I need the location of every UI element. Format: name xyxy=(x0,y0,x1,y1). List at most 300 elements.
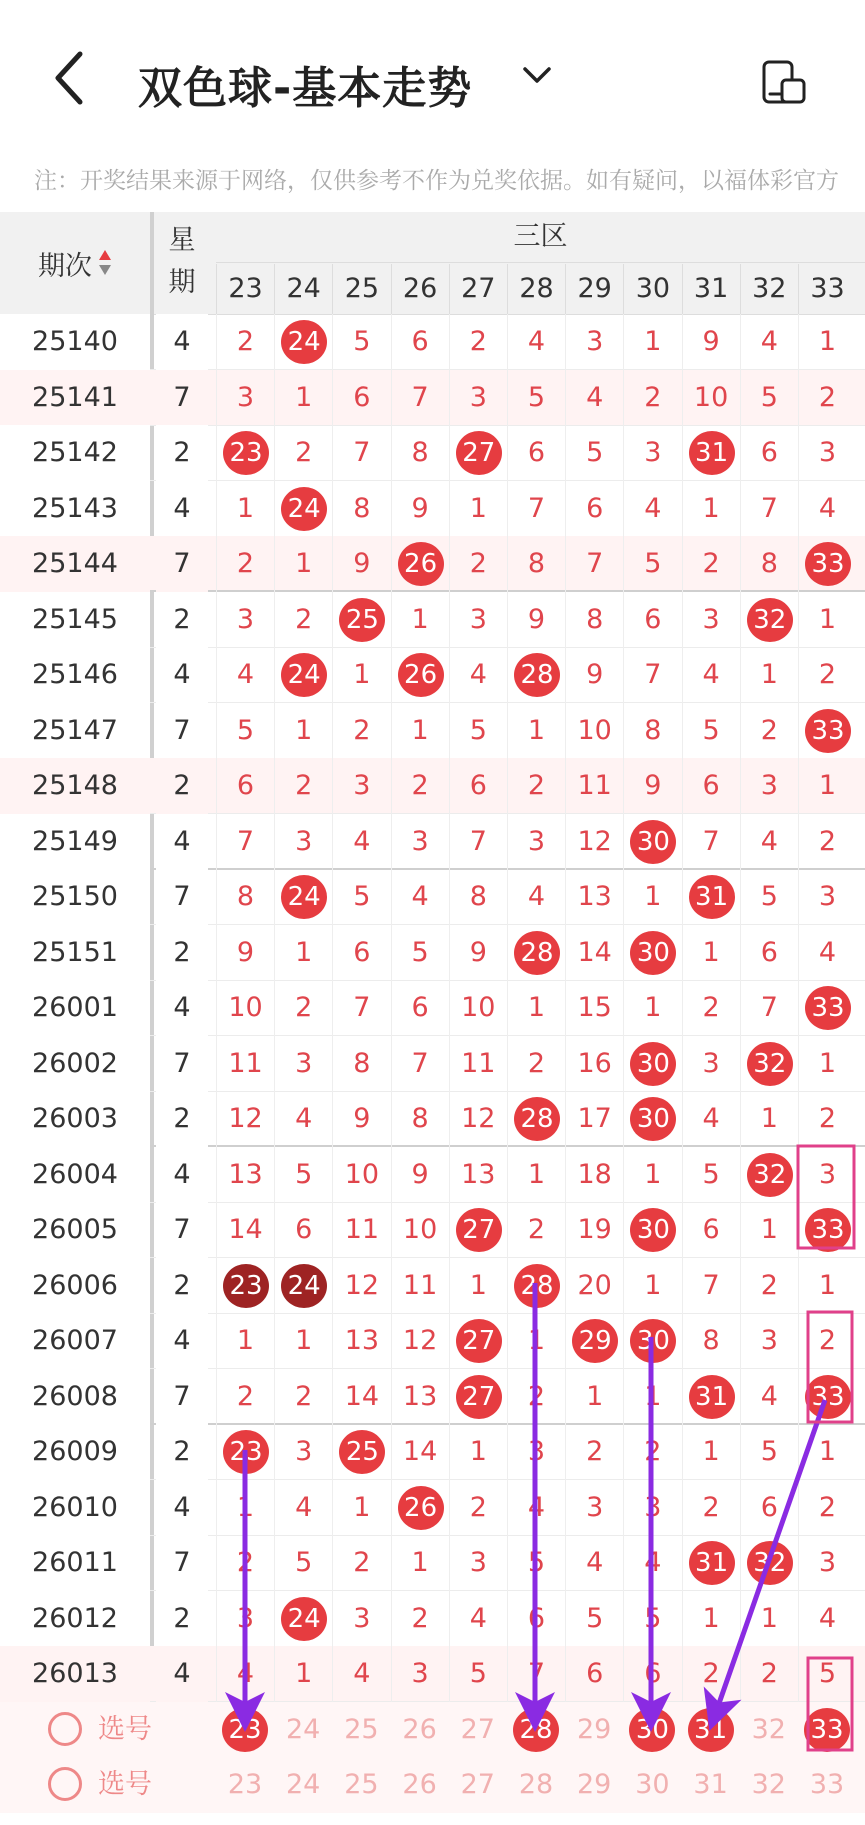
pick-number[interactable]: 29 xyxy=(577,1769,612,1800)
omission-cell: 4 xyxy=(623,1535,681,1591)
period-cell: 25150 xyxy=(0,869,150,925)
omission-cell: 13 xyxy=(449,1147,507,1203)
week-cell: 4 xyxy=(156,1313,208,1369)
omission-cell: 1 xyxy=(798,1258,856,1314)
drawn-number-cell xyxy=(274,1258,332,1314)
omission-cell: 5 xyxy=(507,370,565,426)
omission-cell: 6 xyxy=(391,980,449,1036)
drawn-ball: 30 xyxy=(630,1208,676,1252)
table-row xyxy=(0,1480,865,1536)
omission-cell: 14 xyxy=(216,1202,274,1258)
week-cell: 7 xyxy=(156,1202,208,1258)
drawn-ball: 27 xyxy=(456,431,502,475)
omission-cell: 9 xyxy=(332,536,390,592)
omission-cell: 3 xyxy=(565,1480,623,1536)
pick-number[interactable] xyxy=(216,1702,274,1758)
drawn-number-cell xyxy=(682,1369,740,1425)
omission-cell: 2 xyxy=(449,314,507,370)
omission-cell: 3 xyxy=(216,1591,274,1647)
omission-cell: 8 xyxy=(332,1036,390,1092)
omission-cell: 10 xyxy=(391,1202,449,1258)
drawn-ball: 24 xyxy=(281,320,327,364)
omission-cell: 2 xyxy=(507,1202,565,1258)
drawn-number-cell xyxy=(449,425,507,481)
period-cell: 26010 xyxy=(0,1480,150,1536)
period-cell: 25144 xyxy=(0,536,150,592)
drawn-number-cell xyxy=(623,1091,681,1147)
week-cell: 4 xyxy=(156,314,208,370)
omission-cell: 2 xyxy=(623,1424,681,1480)
omission-cell: 14 xyxy=(565,925,623,981)
omission-cell: 1 xyxy=(798,758,856,814)
omission-cell: 9 xyxy=(391,1147,449,1203)
period-header-label: 期次 xyxy=(38,250,92,282)
omission-cell: 7 xyxy=(507,481,565,537)
omission-cell: 6 xyxy=(216,758,274,814)
omission-cell: 4 xyxy=(798,925,856,981)
table-row xyxy=(0,592,865,648)
omission-cell: 2 xyxy=(216,1369,274,1425)
drawn-number-cell xyxy=(682,425,740,481)
pick-number[interactable]: 29 xyxy=(577,1713,612,1745)
table-row xyxy=(0,1091,865,1147)
drawn-number-cell xyxy=(507,925,565,981)
omission-cell: 1 xyxy=(798,592,856,648)
drawn-ball: 23 xyxy=(223,1264,269,1308)
table-row xyxy=(0,925,865,981)
drawn-number-cell xyxy=(798,1369,856,1425)
period-cell: 26003 xyxy=(0,1091,150,1147)
omission-cell: 4 xyxy=(740,1369,798,1425)
omission-cell: 2 xyxy=(274,758,332,814)
drawn-number-cell xyxy=(740,1535,798,1591)
drawn-ball: 33 xyxy=(805,1375,851,1419)
week-cell: 4 xyxy=(156,1480,208,1536)
omission-cell: 3 xyxy=(798,425,856,481)
omission-cell: 12 xyxy=(216,1091,274,1147)
pick-number[interactable]: 24 xyxy=(286,1769,321,1800)
omission-cell: 1 xyxy=(623,869,681,925)
omission-cell: 1 xyxy=(798,314,856,370)
omission-cell: 1 xyxy=(682,481,740,537)
period-cell: 25140 xyxy=(0,314,150,370)
omission-cell: 6 xyxy=(274,1202,332,1258)
period-cell: 25148 xyxy=(0,758,150,814)
omission-cell: 2 xyxy=(798,1480,856,1536)
omission-cell: 5 xyxy=(682,703,740,759)
omission-cell: 4 xyxy=(332,1646,390,1702)
drawn-ball: 26 xyxy=(398,1486,444,1530)
omission-cell: 8 xyxy=(682,1313,740,1369)
period-cell: 25151 xyxy=(0,925,150,981)
omission-cell: 4 xyxy=(274,1480,332,1536)
omission-cell: 2 xyxy=(274,592,332,648)
omission-cell: 1 xyxy=(274,370,332,426)
drawn-number-cell xyxy=(682,1535,740,1591)
omission-cell: 3 xyxy=(507,1424,565,1480)
period-cell: 25147 xyxy=(0,703,150,759)
omission-cell: 20 xyxy=(565,1258,623,1314)
omission-cell: 5 xyxy=(391,925,449,981)
drawn-ball: 25 xyxy=(339,598,385,642)
back-arrow-icon[interactable] xyxy=(50,48,86,108)
omission-cell: 5 xyxy=(274,1535,332,1591)
drawn-number-cell xyxy=(216,1424,274,1480)
omission-cell: 12 xyxy=(391,1313,449,1369)
drawn-ball: 28 xyxy=(514,931,560,975)
pick-number[interactable] xyxy=(507,1702,565,1758)
number-column-header: 31 xyxy=(682,264,740,314)
drawn-number-cell xyxy=(216,425,274,481)
omission-cell: 9 xyxy=(507,592,565,648)
omission-cell: 4 xyxy=(449,1591,507,1647)
pick-number[interactable]: 32 xyxy=(751,1713,786,1745)
drawn-number-cell xyxy=(740,1036,798,1092)
omission-cell: 2 xyxy=(216,314,274,370)
omission-cell: 1 xyxy=(623,980,681,1036)
omission-cell: 2 xyxy=(682,1646,740,1702)
omission-cell: 12 xyxy=(565,814,623,870)
omission-cell: 3 xyxy=(332,758,390,814)
omission-cell: 3 xyxy=(682,592,740,648)
pick-number[interactable] xyxy=(623,1702,681,1758)
omission-cell: 1 xyxy=(274,1646,332,1702)
drawn-ball: 30 xyxy=(630,820,676,864)
pick-number[interactable]: 31 xyxy=(693,1769,728,1800)
omission-cell: 8 xyxy=(740,536,798,592)
drawn-ball: 30 xyxy=(630,1042,676,1086)
pick-number[interactable] xyxy=(682,1702,740,1758)
omission-cell: 2 xyxy=(798,814,856,870)
omission-cell: 1 xyxy=(391,1535,449,1591)
omission-cell: 13 xyxy=(216,1147,274,1203)
omission-cell: 9 xyxy=(449,925,507,981)
omission-cell: 10 xyxy=(449,980,507,1036)
selected-ball[interactable]: 31 xyxy=(688,1708,734,1752)
sort-icon[interactable] xyxy=(98,248,112,278)
omission-cell: 8 xyxy=(507,536,565,592)
drawn-number-cell xyxy=(274,1591,332,1647)
omission-cell: 9 xyxy=(565,647,623,703)
omission-cell: 8 xyxy=(623,703,681,759)
omission-cell: 10 xyxy=(682,370,740,426)
omission-cell: 2 xyxy=(449,536,507,592)
drawn-ball: 24 xyxy=(281,1264,327,1308)
pick-number[interactable]: 26 xyxy=(402,1713,437,1745)
pick-number[interactable]: 28 xyxy=(518,1769,554,1800)
period-cell: 26013 xyxy=(0,1646,150,1702)
drawn-number-cell xyxy=(449,1369,507,1425)
drawn-ball: 33 xyxy=(805,1208,851,1252)
omission-cell: 9 xyxy=(216,925,274,981)
table-row xyxy=(0,314,865,370)
omission-cell: 2 xyxy=(682,980,740,1036)
drawn-number-cell xyxy=(623,1036,681,1092)
period-cell: 25149 xyxy=(0,814,150,870)
period-cell: 26004 xyxy=(0,1147,150,1203)
period-column-header[interactable] xyxy=(0,212,150,314)
pick-number[interactable]: 25 xyxy=(344,1769,379,1800)
omission-cell: 5 xyxy=(565,425,623,481)
drawn-ball: 27 xyxy=(456,1375,502,1419)
drawn-number-cell xyxy=(274,647,332,703)
pick-number[interactable]: 26 xyxy=(402,1769,437,1800)
drawn-ball: 27 xyxy=(456,1208,502,1252)
pick-row xyxy=(0,1757,865,1813)
omission-cell: 1 xyxy=(623,1369,681,1425)
drawn-number-cell xyxy=(798,703,856,759)
omission-cell: 3 xyxy=(798,1147,856,1203)
table-row xyxy=(0,370,865,426)
drawn-number-cell xyxy=(274,314,332,370)
drawn-number-cell xyxy=(332,1424,390,1480)
period-cell: 25145 xyxy=(0,592,150,648)
week-cell: 2 xyxy=(156,425,208,481)
omission-cell: 1 xyxy=(216,481,274,537)
omission-cell: 1 xyxy=(740,1091,798,1147)
omission-cell: 6 xyxy=(682,758,740,814)
pick-number[interactable]: 32 xyxy=(751,1769,786,1800)
drawn-ball: 24 xyxy=(281,1597,327,1641)
drawn-number-cell xyxy=(391,647,449,703)
omission-cell: 10 xyxy=(216,980,274,1036)
table-row xyxy=(0,703,865,759)
omission-cell: 2 xyxy=(798,370,856,426)
omission-cell: 2 xyxy=(274,1369,332,1425)
pick-number[interactable]: 30 xyxy=(635,1769,670,1800)
omission-cell: 9 xyxy=(391,481,449,537)
pick-radio[interactable] xyxy=(48,1767,82,1801)
drawn-ball: 30 xyxy=(630,1097,676,1141)
omission-cell: 3 xyxy=(682,1036,740,1092)
drawn-ball: 31 xyxy=(689,875,735,919)
drawn-ball: 32 xyxy=(747,1541,793,1585)
omission-cell: 3 xyxy=(623,1480,681,1536)
drawn-ball: 27 xyxy=(456,1319,502,1363)
omission-cell: 1 xyxy=(274,1313,332,1369)
week-cell: 7 xyxy=(156,1369,208,1425)
period-cell: 26011 xyxy=(0,1535,150,1591)
omission-cell: 2 xyxy=(216,1535,274,1591)
omission-cell: 2 xyxy=(623,370,681,426)
omission-cell: 1 xyxy=(740,647,798,703)
omission-cell: 3 xyxy=(565,314,623,370)
drawn-ball: 29 xyxy=(572,1319,618,1363)
omission-cell: 2 xyxy=(391,758,449,814)
omission-cell: 3 xyxy=(798,1535,856,1591)
omission-cell: 1 xyxy=(798,1036,856,1092)
table-row xyxy=(0,758,865,814)
omission-cell: 4 xyxy=(623,481,681,537)
omission-cell: 8 xyxy=(391,425,449,481)
omission-cell: 1 xyxy=(507,703,565,759)
omission-cell: 15 xyxy=(565,980,623,1036)
omission-cell: 14 xyxy=(332,1369,390,1425)
drawn-ball: 23 xyxy=(223,431,269,475)
page-title[interactable]: 双色球-基本走势 xyxy=(138,63,473,114)
drawn-number-cell xyxy=(798,536,856,592)
week-cell: 4 xyxy=(156,481,208,537)
omission-cell: 2 xyxy=(332,703,390,759)
table-row xyxy=(0,1591,865,1647)
omission-cell: 1 xyxy=(507,1313,565,1369)
pick-number[interactable] xyxy=(798,1702,856,1758)
omission-cell: 5 xyxy=(216,703,274,759)
pick-number[interactable]: 25 xyxy=(344,1713,379,1745)
omission-cell: 2 xyxy=(740,1258,798,1314)
number-column-header: 25 xyxy=(332,264,390,314)
omission-cell: 4 xyxy=(798,481,856,537)
number-column-header: 29 xyxy=(565,264,623,314)
pick-number[interactable]: 27 xyxy=(460,1769,495,1800)
number-column-header: 30 xyxy=(623,264,681,314)
period-cell: 26001 xyxy=(0,980,150,1036)
omission-cell: 2 xyxy=(798,1313,856,1369)
pick-row xyxy=(0,1702,865,1758)
omission-cell: 4 xyxy=(507,314,565,370)
drawn-number-cell xyxy=(332,592,390,648)
omission-cell: 3 xyxy=(274,1036,332,1092)
omission-cell: 3 xyxy=(391,814,449,870)
omission-cell: 1 xyxy=(623,1147,681,1203)
omission-cell: 5 xyxy=(740,370,798,426)
drawn-number-cell xyxy=(507,1091,565,1147)
omission-cell: 2 xyxy=(740,703,798,759)
omission-cell: 4 xyxy=(682,1091,740,1147)
omission-cell: 4 xyxy=(449,647,507,703)
period-cell: 25142 xyxy=(0,425,150,481)
pick-number[interactable]: 24 xyxy=(286,1713,321,1745)
selected-ball[interactable]: 33 xyxy=(804,1708,850,1752)
table-header xyxy=(0,212,865,315)
omission-cell: 1 xyxy=(740,1202,798,1258)
omission-cell: 3 xyxy=(216,592,274,648)
number-column-header: 28 xyxy=(507,264,565,314)
drawn-ball: 24 xyxy=(281,653,327,697)
omission-cell: 4 xyxy=(740,814,798,870)
omission-cell: 3 xyxy=(274,1424,332,1480)
omission-cell: 6 xyxy=(740,925,798,981)
omission-cell: 16 xyxy=(565,1036,623,1092)
omission-cell: 4 xyxy=(274,1091,332,1147)
omission-cell: 3 xyxy=(740,1313,798,1369)
week-cell: 4 xyxy=(156,647,208,703)
pick-radio[interactable] xyxy=(48,1712,82,1746)
drawn-number-cell xyxy=(274,869,332,925)
drawn-ball: 28 xyxy=(514,1097,560,1141)
omission-cell: 5 xyxy=(798,1646,856,1702)
omission-cell: 2 xyxy=(507,1036,565,1092)
drawn-ball: 28 xyxy=(514,1264,560,1308)
omission-cell: 11 xyxy=(332,1202,390,1258)
omission-cell: 3 xyxy=(740,758,798,814)
omission-cell: 3 xyxy=(332,1591,390,1647)
omission-cell: 4 xyxy=(565,370,623,426)
table-row xyxy=(0,1258,865,1314)
week-cell: 7 xyxy=(156,1535,208,1591)
selected-ball[interactable]: 30 xyxy=(629,1708,675,1752)
omission-cell: 2 xyxy=(391,1591,449,1647)
drawn-ball: 32 xyxy=(747,1042,793,1086)
week-cell: 4 xyxy=(156,1646,208,1702)
drawn-ball: 33 xyxy=(805,709,851,753)
omission-cell: 6 xyxy=(507,425,565,481)
omission-cell: 3 xyxy=(216,370,274,426)
omission-cell: 13 xyxy=(565,869,623,925)
omission-cell: 7 xyxy=(682,1258,740,1314)
table-row xyxy=(0,536,865,592)
omission-cell: 7 xyxy=(682,814,740,870)
omission-cell: 9 xyxy=(682,314,740,370)
selected-ball[interactable]: 23 xyxy=(222,1708,268,1752)
number-column-header: 33 xyxy=(798,264,856,314)
omission-cell: 1 xyxy=(565,1369,623,1425)
drawn-number-cell xyxy=(798,980,856,1036)
omission-cell: 1 xyxy=(391,703,449,759)
drawn-number-cell xyxy=(740,1147,798,1203)
chevron-down-icon[interactable] xyxy=(520,62,554,88)
omission-cell: 4 xyxy=(565,1535,623,1591)
omission-cell: 3 xyxy=(391,1646,449,1702)
period-cell: 26002 xyxy=(0,1036,150,1092)
drawn-ball: 31 xyxy=(689,1541,735,1585)
omission-cell: 7 xyxy=(391,1036,449,1092)
pick-number[interactable]: 33 xyxy=(809,1769,845,1800)
drawn-number-cell xyxy=(449,1202,507,1258)
week-cell: 2 xyxy=(156,1258,208,1314)
omission-cell: 5 xyxy=(507,1535,565,1591)
omission-cell: 7 xyxy=(740,481,798,537)
omission-cell: 6 xyxy=(449,758,507,814)
table-row xyxy=(0,1202,865,1258)
drawn-number-cell xyxy=(216,1258,274,1314)
device-switch-icon[interactable] xyxy=(760,58,808,106)
week-cell: 2 xyxy=(156,1424,208,1480)
omission-cell: 5 xyxy=(623,1591,681,1647)
omission-cell: 1 xyxy=(274,536,332,592)
omission-cell: 2 xyxy=(216,536,274,592)
week-cell: 2 xyxy=(156,758,208,814)
omission-cell: 2 xyxy=(798,647,856,703)
omission-cell: 6 xyxy=(332,925,390,981)
omission-cell: 8 xyxy=(216,869,274,925)
pick-number[interactable]: 23 xyxy=(227,1769,263,1800)
omission-cell: 7 xyxy=(449,814,507,870)
week-cell: 2 xyxy=(156,1591,208,1647)
omission-cell: 7 xyxy=(740,980,798,1036)
omission-cell: 6 xyxy=(391,314,449,370)
drawn-ball: 28 xyxy=(514,653,560,697)
omission-cell: 7 xyxy=(216,814,274,870)
drawn-ball: 25 xyxy=(339,1430,385,1474)
omission-cell: 1 xyxy=(682,1424,740,1480)
omission-cell: 11 xyxy=(449,1036,507,1092)
omission-cell: 6 xyxy=(565,1646,623,1702)
drawn-number-cell xyxy=(449,1313,507,1369)
drawn-ball: 31 xyxy=(689,1375,735,1419)
drawn-number-cell xyxy=(391,1480,449,1536)
omission-cell: 4 xyxy=(507,1480,565,1536)
omission-cell: 4 xyxy=(216,1646,274,1702)
pick-number[interactable]: 27 xyxy=(460,1713,495,1745)
omission-cell: 3 xyxy=(449,592,507,648)
omission-cell: 1 xyxy=(740,1591,798,1647)
selected-ball[interactable]: 28 xyxy=(513,1708,559,1752)
omission-cell: 5 xyxy=(332,314,390,370)
drawn-number-cell xyxy=(507,1258,565,1314)
omission-cell: 6 xyxy=(740,425,798,481)
omission-cell: 7 xyxy=(332,980,390,1036)
